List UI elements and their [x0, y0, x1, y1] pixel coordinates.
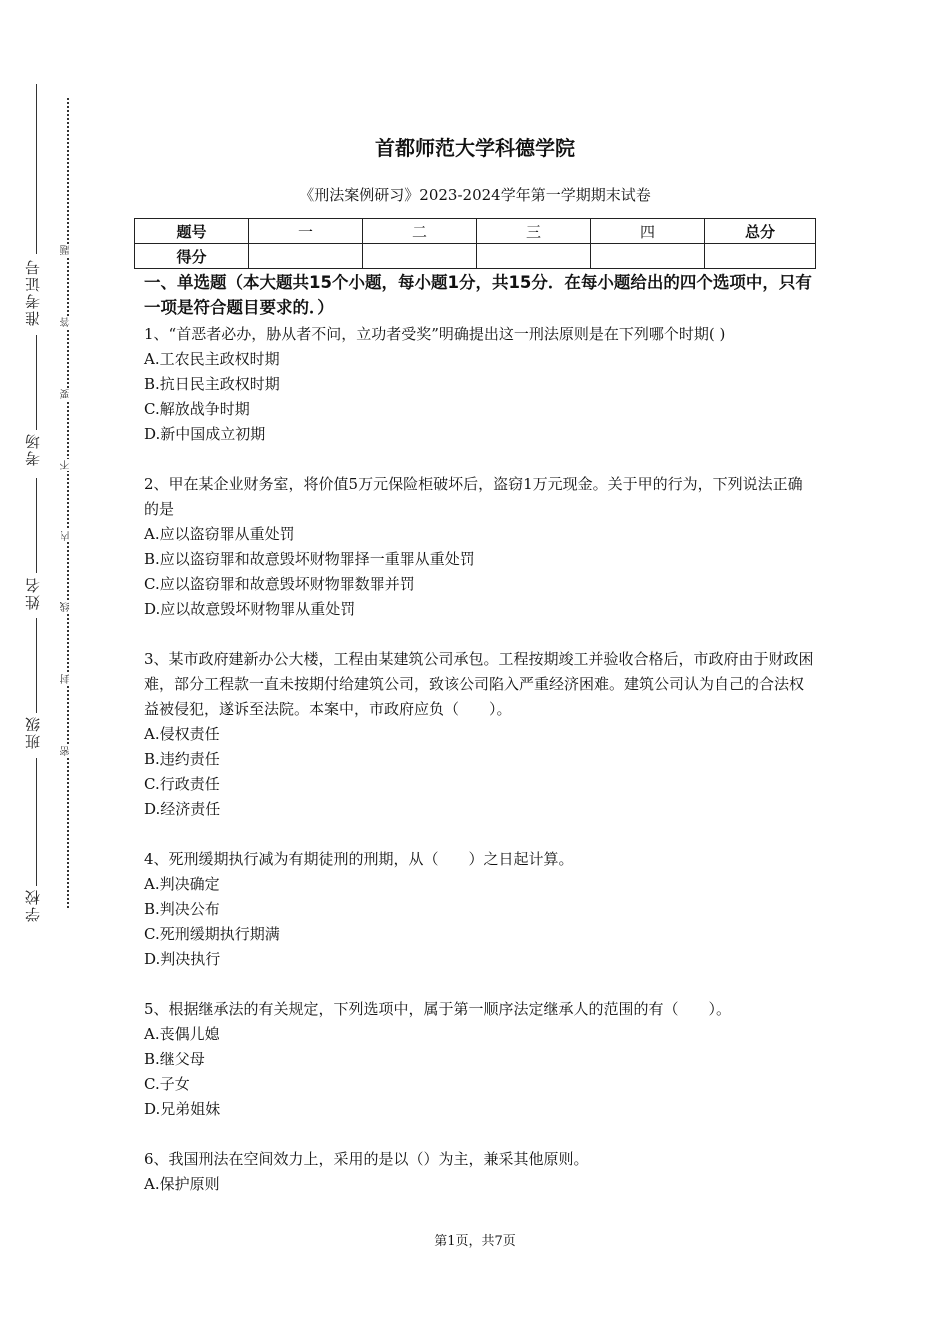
- option-a: A.保护原则: [144, 1175, 220, 1193]
- option-d: D.应以故意毁坏财物罪从重处罚: [144, 600, 356, 618]
- question-text: 2、甲在某企业财务室，将价值5万元保险柜破坏后，盗窃1万元现金。关于甲的行为，下列说法正确的是: [144, 475, 803, 518]
- table-cell: 得分: [135, 244, 249, 269]
- margin-line: [36, 618, 37, 713]
- question-4: [144, 847, 814, 972]
- table-cell: 题号: [135, 219, 249, 244]
- score-table-score-row: [135, 244, 816, 269]
- seal-char: 封: [61, 674, 72, 684]
- option-d: D.经济责任: [144, 800, 221, 818]
- score-table-header-row: [135, 219, 816, 244]
- score-entry-cell: [363, 244, 477, 269]
- question-6: [144, 1147, 814, 1197]
- table-cell: 四: [591, 219, 705, 244]
- table-cell: 三: [477, 219, 591, 244]
- seal-char: 要: [61, 389, 72, 399]
- seal-char: 题: [61, 245, 72, 255]
- seal-char: 密: [61, 746, 72, 756]
- margin-line: [36, 758, 37, 886]
- option-a: A.丧偶儿媳: [144, 1025, 220, 1043]
- exam-subtitle: 《刑法案例研习》2023-2024学年第一学期期末试卷: [299, 186, 651, 204]
- score-entry-cell: [591, 244, 705, 269]
- seal-char: 答: [61, 317, 72, 327]
- school-label: 学校: [24, 888, 42, 922]
- option-a: A.应以盗窃罪从重处罚: [144, 525, 295, 543]
- question-1: [144, 322, 814, 447]
- exam-room-label: 考场: [24, 432, 42, 466]
- option-d: D.兄弟姐妹: [144, 1100, 221, 1118]
- seal-char: 不: [61, 460, 72, 470]
- question-text: 6、我国刑法在空间效力上，采用的是以（）为主，兼采其他原则。: [144, 1150, 589, 1168]
- class-label: 班级: [24, 715, 42, 749]
- score-entry-cell: [477, 244, 591, 269]
- option-b: B.判决公布: [144, 900, 220, 918]
- option-b: B.继父母: [144, 1050, 205, 1068]
- option-b: B.应以盗窃罪和故意毁坏财物罪择一重罪从重处罚: [144, 550, 475, 568]
- score-table: [134, 218, 816, 269]
- name-label: 姓名: [24, 576, 42, 610]
- option-c: C.子女: [144, 1075, 190, 1093]
- score-entry-cell: [249, 244, 363, 269]
- option-c: C.应以盗窃罪和故意毁坏财物罪数罪并罚: [144, 575, 415, 593]
- table-cell: 二: [363, 219, 477, 244]
- option-a: A.工农民主政权时期: [144, 350, 280, 368]
- question-5: [144, 997, 814, 1122]
- option-c: C.解放战争时期: [144, 400, 250, 418]
- margin-line: [36, 478, 37, 573]
- question-text: 1、“首恶者必办，胁从者不问，立功者受奖”明确提出这一刑法原则是在下列哪个时期( ): [144, 325, 726, 343]
- question-2: [144, 472, 814, 622]
- question-text: 3、某市政府建新办公大楼，工程由某建筑公司承包。工程按期竣工并验收合格后，市政府由于财政困难，部分工程款一直未按期付给建筑公司，致该公司陷入严重经济困难。建筑公司认为自己的合法权益被侵犯，遂诉至法院。本案中，市政府应负（ ）。: [144, 650, 814, 718]
- option-c: C.行政责任: [144, 775, 220, 793]
- seal-dotted-line: [67, 98, 69, 908]
- option-d: D.新中国成立初期: [144, 425, 266, 443]
- exam-id-label: 准考证号: [24, 258, 42, 326]
- question-text: 5、根据继承法的有关规定，下列选项中，属于第一顺序法定继承人的范围的有（ ）。: [144, 1000, 732, 1018]
- question-text: 4、死刑缓期执行减为有期徒刑的刑期，从（ ）之日起计算。: [144, 850, 574, 868]
- table-cell: 总分: [705, 219, 816, 244]
- option-b: B.抗日民主政权时期: [144, 375, 280, 393]
- page-number: 第1页，共7页: [434, 1234, 516, 1249]
- exam-content: [144, 270, 814, 1222]
- table-cell: 一: [249, 219, 363, 244]
- option-c: C.死刑缓期执行期满: [144, 925, 280, 943]
- margin-line: [36, 84, 37, 254]
- option-a: A.判决确定: [144, 875, 220, 893]
- seal-char: 内: [61, 531, 72, 541]
- seal-char: 线: [61, 602, 72, 612]
- option-a: A.侵权责任: [144, 725, 220, 743]
- margin-line: [36, 335, 37, 430]
- score-entry-cell: [705, 244, 816, 269]
- option-d: D.判决执行: [144, 950, 221, 968]
- page-title: 首都师范大学科德学院: [375, 136, 575, 160]
- section-heading: 一、单选题（本大题共15个小题，每小题1分，共15分．在每小题给出的四个选项中，只有一项是符合题目要求的．）: [144, 273, 812, 317]
- option-b: B.违约责任: [144, 750, 220, 768]
- question-3: [144, 647, 814, 822]
